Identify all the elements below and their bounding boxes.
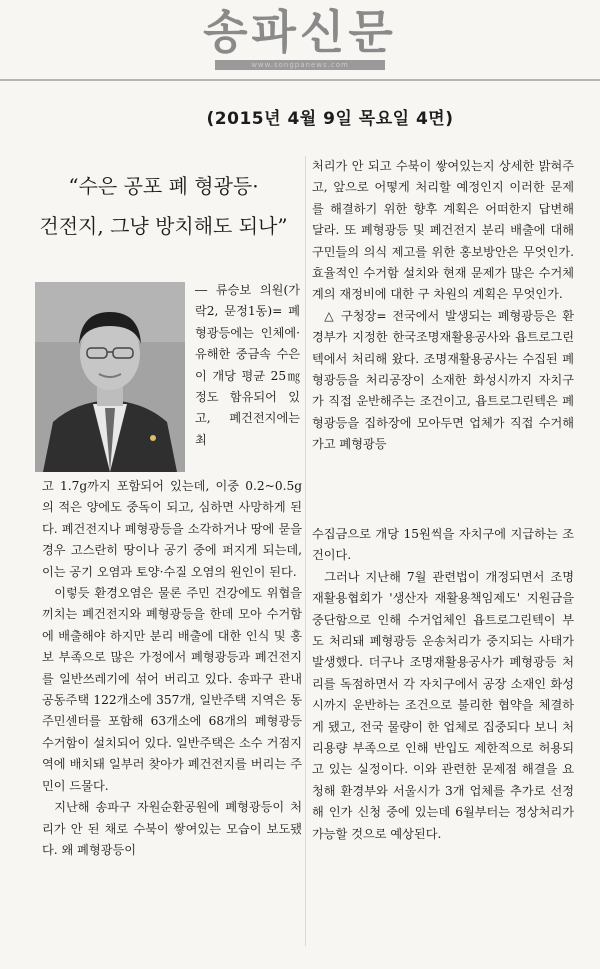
right-column-top (312, 156, 574, 456)
left-paragraph-1: 고 1.7g까지 포함되어 있는데, 이중 0.2~0.5g의 적은 양에도 중독이 되고, 심하면 사망하게 된다. 폐건전지나 폐형광등을 소각하거나 땅에 묻을 경우 고스란히 땅이나 공기 중에 퍼지게 되는데, 이는 공기 오염과 토양·수질 오염의 원인이 된다. (42, 479, 302, 579)
newspaper-masthead (200, 4, 400, 74)
headline-line-1: “수은 공포 폐 형광등· (68, 174, 259, 198)
newspaper-name: 송파신문 (203, 5, 397, 59)
article-headline (26, 166, 301, 246)
publication-dateline: (2015년 4월 9일 목요일 4면) (206, 109, 454, 129)
portrait-illustration (35, 282, 185, 472)
right-paragraph-1: 처리가 안 되고 수북이 쌓여있는지 상세한 밝혀주고, 앞으로 어떻게 처리할 예정인지 이러한 문제를 해결하기 위한 향후 계획은 어떠한지 답변해 달라. 또 폐형광등 및 폐건전지 분리 배출에 대해 구민들의 의식 제고를 위한 홍보방안은 무엇인가. 효율적인 수거함 설치와 현재 문제가 많은 수거체계의 재정비에 대한 구 차원의 계획은 무엇인가. (312, 159, 574, 302)
headline-line-2: 건전지, 그냥 방치해도 되나” (39, 214, 288, 238)
right2-paragraph-1: 수집금으로 개당 15원씩을 자치구에 지급하는 조건이다. (312, 527, 574, 563)
right2-paragraph-2: 그러나 지난해 7월 관련법이 개정되면서 조명재활용협회가 '생산자 재활용책임제도' 지원금을 중단함으로 인해 수거업체인 욥트로그린텍이 부도 처리돼 폐형광등 운송처리가 중지되는 사태가 발생했다. 더구나 조명재활용공사가 폐형광등 처리를 독점하면서 각 자치구에서 공장 소재인 화성시까지 운반하는 조건으로 불리한 협약을 체결하게 됐고, 전국 물량이 한 업체로 집중되다 보니 처리용량 부족으로 인해 반입도 제한적으로 허용되고 있는 실정이다. 이와 관련한 문제점 해결을 요청해 환경부와 서울시가 3개 업체를 추가로 선정해 인가 신청 중에 있는데 6월부터는 정상처리가 가능할 것으로 예상된다. (312, 569, 574, 841)
councilor-portrait-photo (35, 282, 185, 472)
left-column (42, 476, 302, 861)
right-column-bottom (312, 524, 574, 845)
column-divider (305, 156, 306, 946)
byline-paragraph: ― 류승보 의원(가락2, 문정1동)= 폐형광등에는 인체에·유해한 중금속 수은이 개당 평균 25㎎ 정도 함유되어 있고, 폐건전지에는 최 (195, 283, 300, 447)
newspaper-url: www.songpanews.com (215, 60, 385, 70)
header-rule (0, 79, 600, 81)
left-paragraph-2: 이렇듯 환경오염은 물론 주민 건강에도 위협을 끼치는 폐건전지와 폐형광등을 한데 모아 수거함에 배출해야 하지만 분리 배출에 대한 인식 및 홍보 부족으로 많은 가정에서 폐형광등과 폐건전지를 일반쓰레기에 섞어 버리고 있다. 송파구 관내 공동주택 122개소에 357개, 일반주택 지역은 동주민센터를 포함해 63개소에 68개의 폐형광등 수거함이 설치되어 있다. 일반주택은 소수 거점지역에 배치돼 일부러 찾아가 폐건전지를 버리는 주민이 드물다. (42, 586, 302, 793)
right-paragraph-2: △ 구청장= 전국에서 발생되는 폐형광등은 환경부가 지정한 한국조명재활용공사와 욥트로그린텍에서 처리해 왔다. 조명재활용공사는 수집된 폐형광등을 처리공장이 소재한 화성시까지 자치구가 직접 운반해주는 조건이고, 욥트로그린텍은 폐형광등을 집하장에 모아두면 업체가 직접 수거해가고 폐형광등 (312, 308, 574, 452)
left-paragraph-3: 지난해 송파구 자원순환공원에 폐형광등이 처리가 안 된 채로 수북이 쌓여있는 모습이 보도됐다. 왜 폐형광등이 (42, 800, 302, 857)
